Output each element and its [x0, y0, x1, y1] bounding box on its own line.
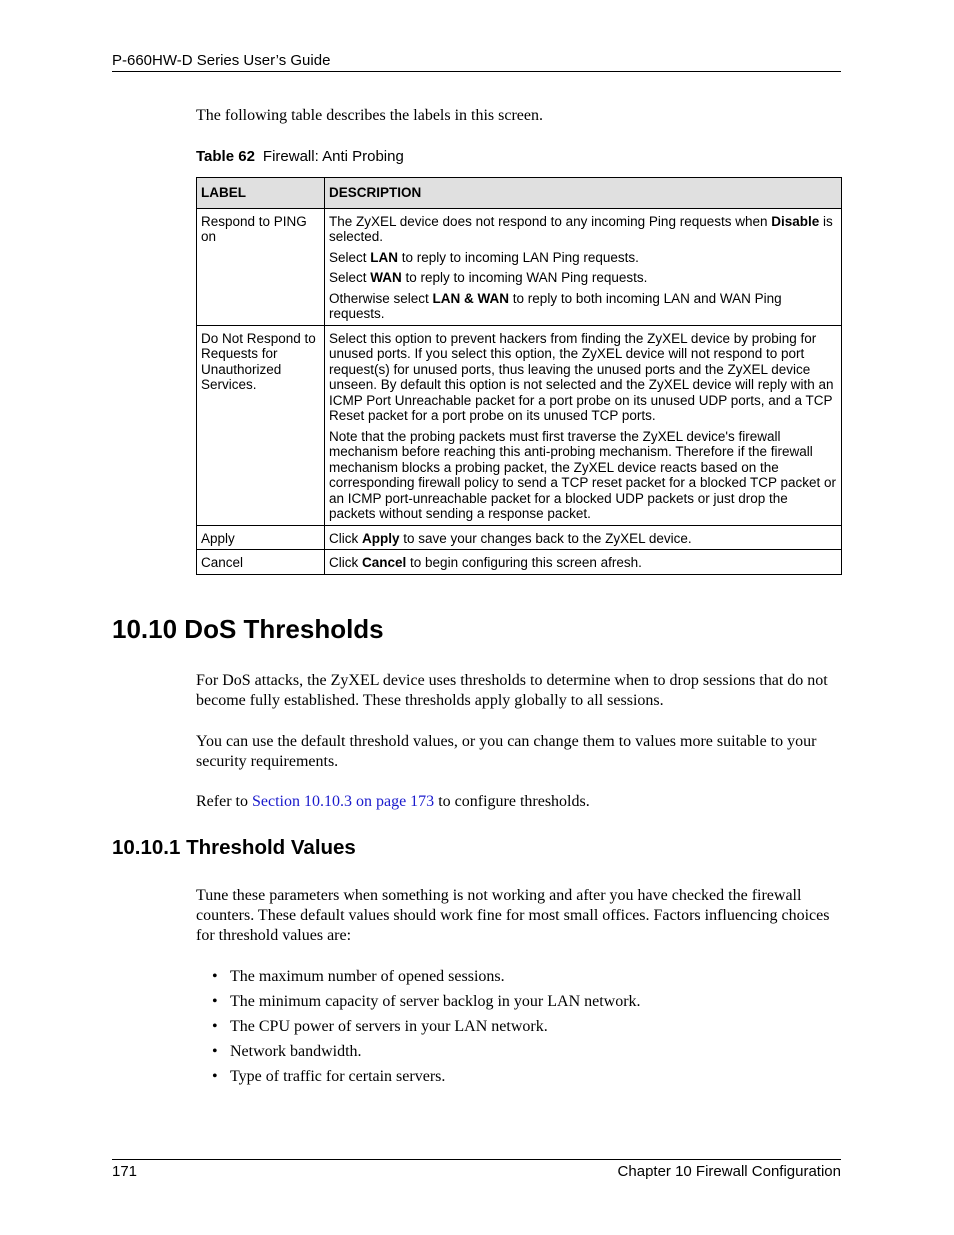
row-description [325, 208, 842, 325]
description-text: to begin configuring this screen afresh. [406, 555, 642, 570]
table-row [197, 550, 842, 575]
description-text: to reply to incoming WAN Ping requests. [401, 270, 648, 285]
section-paragraph-3 [196, 792, 846, 812]
table-row [197, 325, 842, 525]
column-header-label: LABEL [197, 178, 325, 209]
description-text: Select [329, 249, 371, 265]
table-number: Table 62 [196, 148, 255, 165]
table-title: Firewall: Anti Probing [262, 148, 404, 165]
description-paragraph [329, 531, 836, 547]
table-row [197, 525, 842, 550]
description-text: Click [329, 555, 362, 570]
running-footer [112, 1159, 841, 1180]
bullet-icon: • [212, 993, 218, 1010]
page-number: 171 [112, 1163, 138, 1180]
table-row [197, 208, 842, 325]
row-label: Respond to PING on [197, 208, 325, 325]
table-header-row [197, 178, 842, 209]
factor-list [196, 966, 641, 1091]
description-paragraph [329, 214, 836, 245]
description-text: is selected. [329, 213, 833, 244]
row-label: Apply [197, 525, 325, 550]
running-header [112, 51, 841, 72]
subsection-heading: 10.10.1 Threshold Values [112, 836, 356, 859]
row-label: Do Not Respond to Requests for Unauthorized Services. [197, 325, 325, 525]
description-paragraph [329, 331, 836, 424]
row-label: Cancel [197, 550, 325, 575]
guide-title: P-660HW-D Series User’s Guide [112, 52, 331, 69]
description-text: to save your changes back to the ZyXEL device. [399, 530, 692, 546]
table-intro: The following table describes the labels in this screen. [196, 107, 544, 124]
chapter-title: Chapter 10 Firewall Configuration [617, 1163, 841, 1180]
ui-term: LAN & WAN [432, 290, 510, 306]
ui-term: LAN [370, 249, 399, 265]
list-item [196, 966, 641, 991]
description-text: to reply to incoming LAN Ping requests. [398, 249, 639, 265]
bullet-icon: • [212, 1043, 218, 1060]
row-description [325, 550, 842, 575]
table-body [197, 208, 842, 574]
list-item [196, 1041, 641, 1066]
list-item [196, 1066, 641, 1091]
description-text: Click [329, 530, 362, 546]
list-item-text: Network bandwidth. [230, 1043, 362, 1060]
section-cross-reference-link[interactable]: Section 10.10.3 on page 173 [251, 793, 435, 810]
list-item [196, 991, 641, 1016]
description-paragraph [329, 270, 836, 286]
description-text: Select [329, 270, 371, 285]
column-header-description: DESCRIPTION [325, 178, 842, 209]
list-item-text: The maximum number of opened sessions. [230, 968, 505, 985]
anti-probing-table [196, 177, 842, 575]
list-item-text: Type of traffic for certain servers. [230, 1068, 446, 1085]
section-paragraph-1: For DoS attacks, the ZyXEL device uses thresholds to determine when to drop sessions that do not become fully established. These thresholds apply globally to all sessions. [196, 672, 828, 709]
description-text: Otherwise select [329, 290, 433, 306]
description-paragraph [329, 250, 836, 266]
description-text: The ZyXEL device does not respond to any incoming Ping requests when [329, 213, 772, 229]
row-description [325, 325, 842, 525]
bullet-icon: • [212, 968, 218, 985]
bullet-icon: • [212, 1068, 218, 1085]
ui-term: Apply [362, 530, 400, 546]
list-item [196, 1016, 641, 1041]
subsection-paragraph: Tune these parameters when something is not working and after you have checked the firewall counters. These default values should work fine for most small offices. Factors influencing choices for threshold values are: [196, 887, 830, 944]
refer-text: Refer to [196, 793, 252, 810]
description-paragraph [329, 291, 836, 322]
description-paragraph [329, 555, 836, 571]
ui-term: Disable [771, 213, 820, 229]
list-item-text: The CPU power of servers in your LAN network. [230, 1018, 548, 1035]
description-text: Select this option to prevent hackers from finding the ZyXEL device by probing for unused ports. If you select this option, the ZyXEL device will not respond to port request(s) for unused ports, thus leaving the unused ports and the ZyXEL device unseen. By default this option is not selected and the ZyXEL device will reply with an ICMP Port Unreachable packet for a port probe on its unused UDP ports, and a TCP Reset packet for a port probe on its unused TCP ports. [329, 330, 834, 423]
bullet-icon: • [212, 1018, 218, 1035]
refer-text-end: to configure thresholds. [434, 793, 590, 810]
description-text: to reply to both incoming LAN and WAN Ping requests. [329, 290, 782, 321]
row-description [325, 525, 842, 550]
section-heading: 10.10 DoS Thresholds [112, 614, 384, 644]
table-caption [196, 148, 404, 165]
ui-term: WAN [370, 270, 402, 285]
description-paragraph [329, 429, 836, 522]
list-item-text: The minimum capacity of server backlog in your LAN network. [230, 993, 641, 1010]
ui-term: Cancel [362, 555, 407, 570]
section-paragraph-2: You can use the default threshold values, or you can change them to values more suitable to your security requirements. [196, 733, 817, 770]
description-text: Note that the probing packets must first traverse the ZyXEL device's firewall mechanism before reaching this anti-probing mechanism. Therefore if the firewall mechanism blocks a probing packet, the ZyXEL device reacts based on the corresponding firewall policy to send a TCP reset packet for a blocked TCP packet or an ICMP port-unreachable packet for a blocked UDP packets or just drop the packets without sending a response packet. [329, 428, 837, 521]
